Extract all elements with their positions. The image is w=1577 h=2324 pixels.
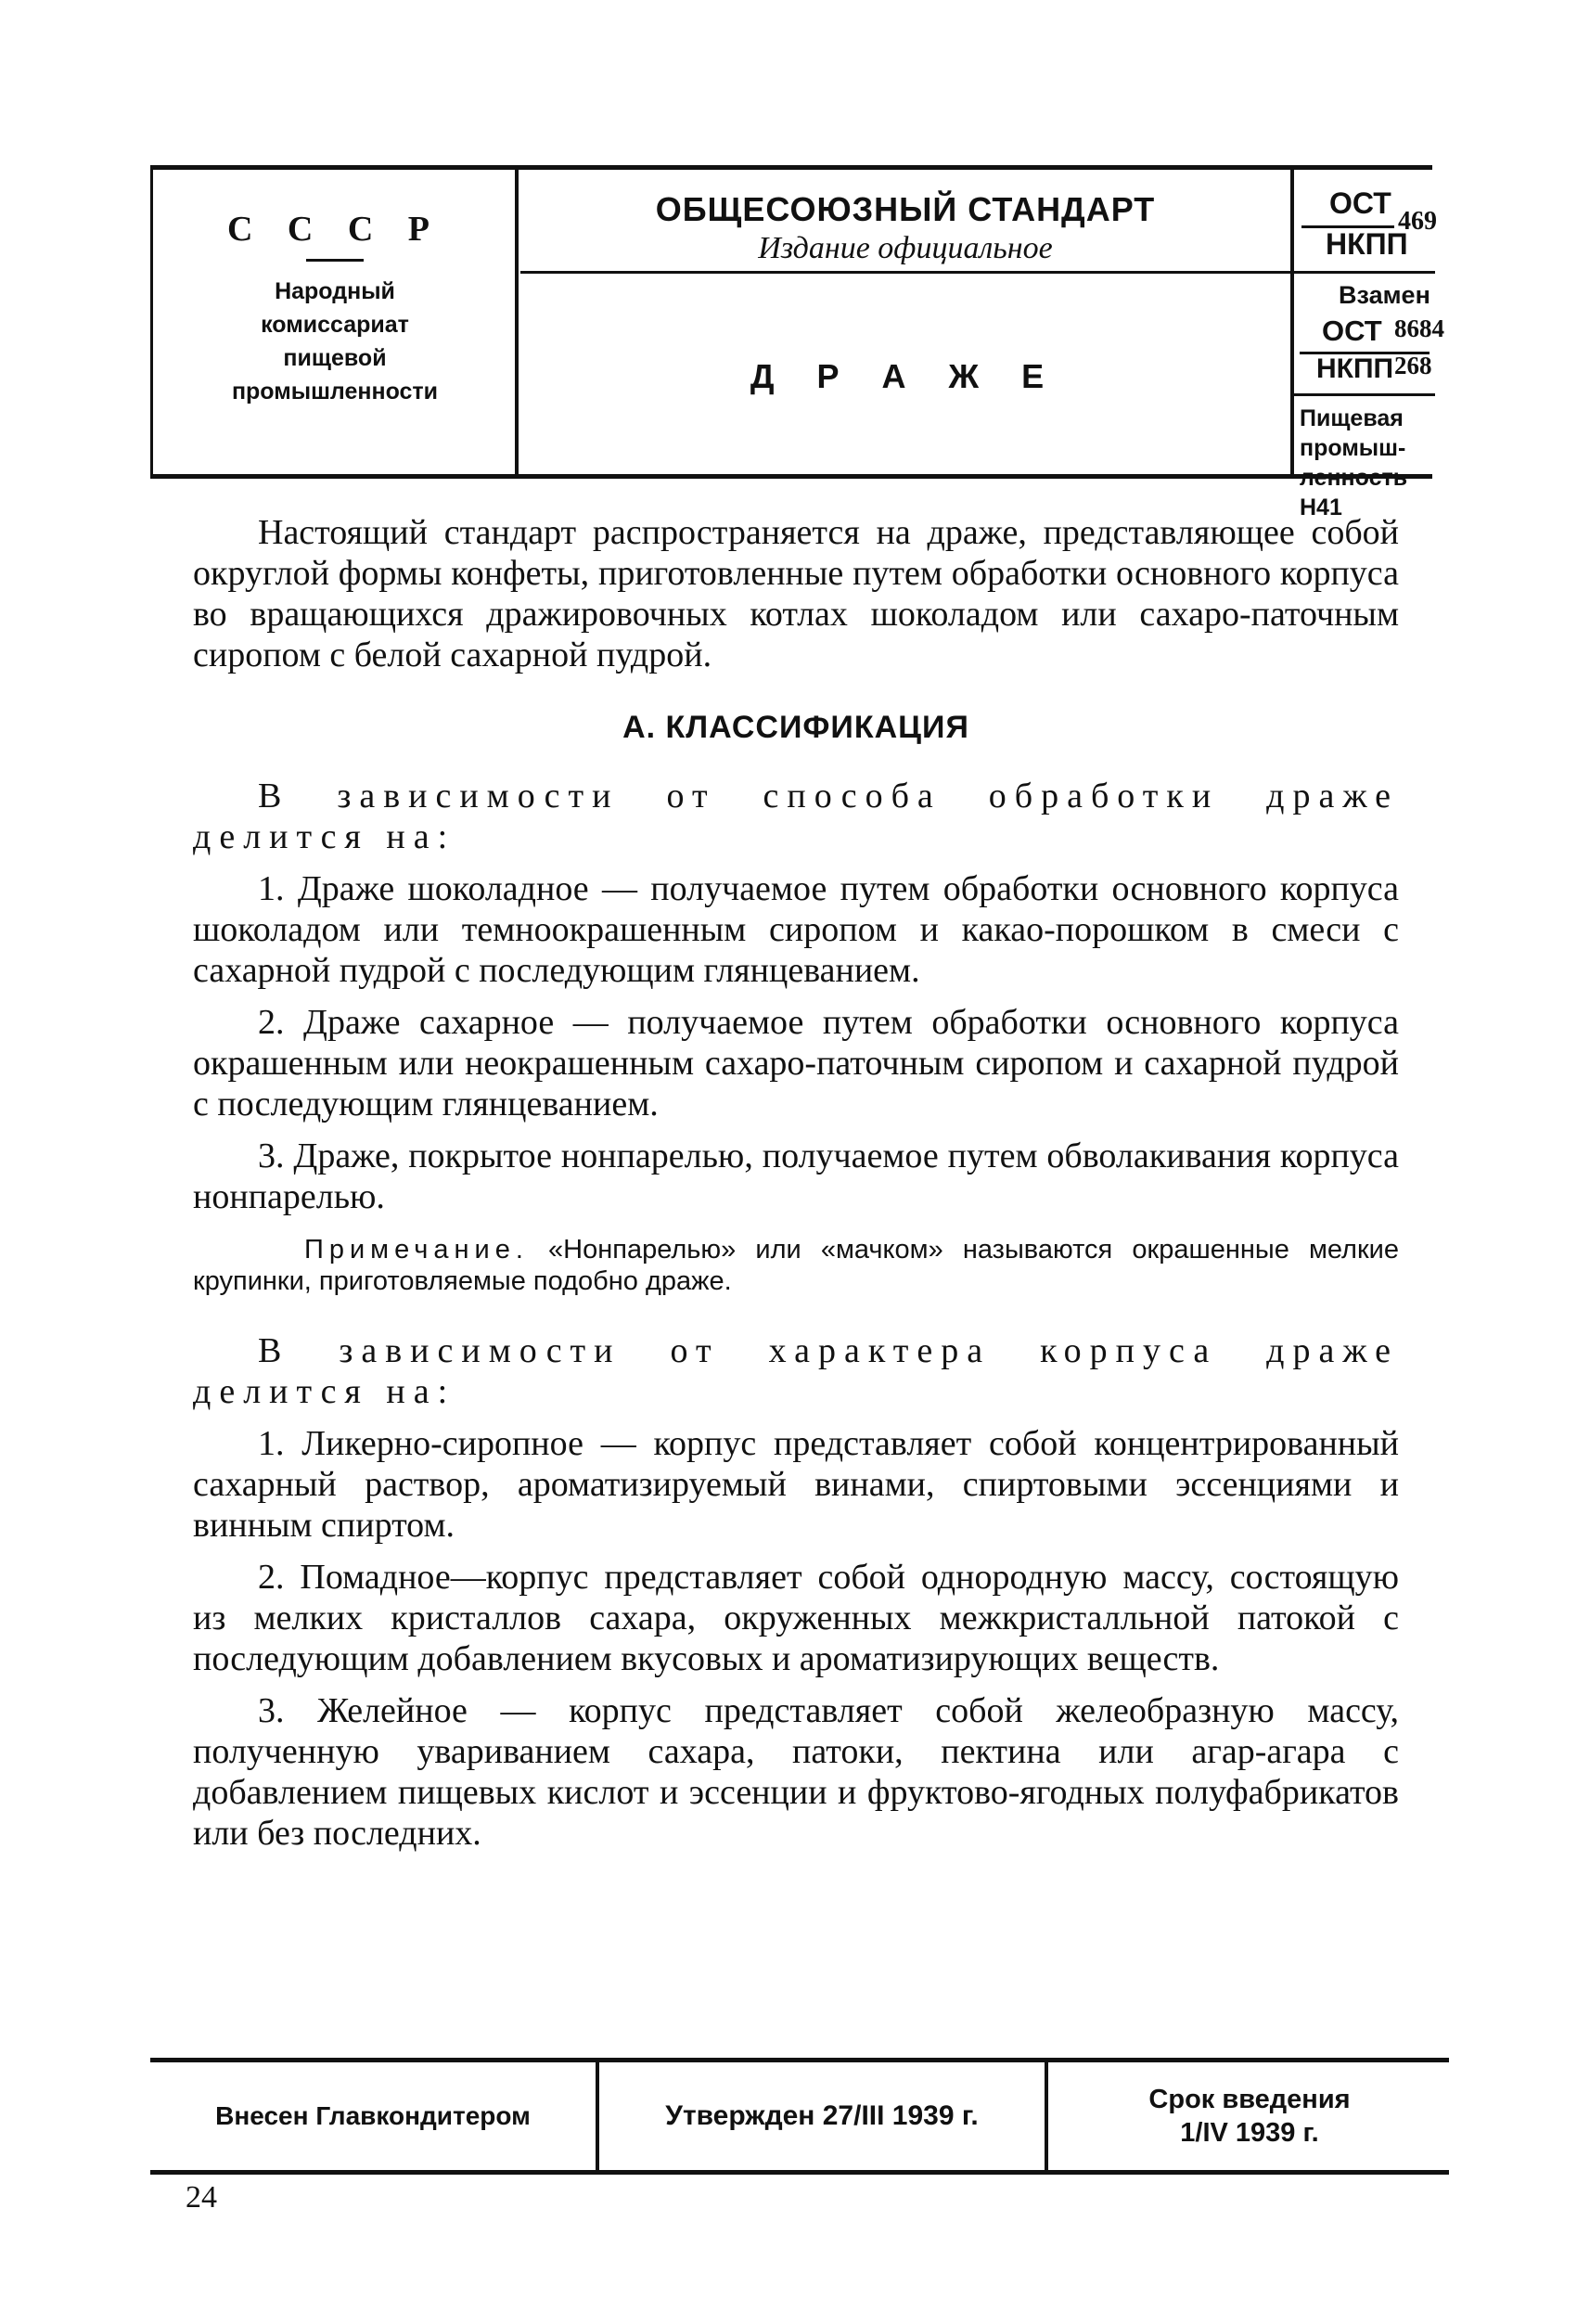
country-underline — [306, 259, 364, 262]
replaces-ost-label: ОСТ — [1322, 315, 1382, 347]
body-item-3: 3. Желейное — корпус представляет собой желеобразную массу, полученную увариванием сахара, патоки, пектина или агар-агара с добавлением пищевых кислот и эссенции и фруктово-ягодных полуфабрикатов или без последних. — [193, 1691, 1399, 1853]
standard-title-cell — [520, 170, 1290, 274]
industry-line-1: Пищевая промыш- — [1300, 405, 1406, 461]
ministry-line-2: комиссариат — [261, 312, 409, 338]
ministry-line-3: пищевой — [283, 345, 387, 371]
ost-label: ОСТ — [1329, 186, 1391, 220]
standard-title-block — [520, 170, 1290, 474]
issuing-authority — [153, 170, 517, 474]
ost-number: 469 — [1398, 207, 1437, 236]
method-item-2: 2. Драже сахарное — получаемое путем обработки основного корпуса окрашенным или неокрашенным сахаро-паточным сиропом и сахарной пудрой с последующим глянцеванием. — [193, 1003, 1399, 1123]
note-text: «Нонпарелью» или «мачком» называются окрашенные мелкие крупинки, приготовляемые подобно драже. — [193, 1235, 1399, 1296]
replaces-cell — [1294, 274, 1444, 396]
replaces-ost-number: 8684 — [1394, 315, 1444, 342]
intro-paragraph: Настоящий стандарт распространяется на драже, представляющее собой округлой формы конфеты, приготовленные путем обработки основного корпуса во вращающихся дражировочных котлах шоколадом или сахаро-паточным сиропом с белой сахарной пудрой. — [193, 513, 1399, 674]
footer-divider-2 — [1045, 2062, 1048, 2170]
introduced-by: Внесен Главкондитером — [215, 2101, 531, 2130]
header-divider-1 — [515, 170, 519, 474]
industry-line-2: ленность Н41 — [1300, 465, 1408, 520]
replaces-nkpp-label: НКПП — [1316, 353, 1394, 384]
effective-date: 1/IV 1939 г. — [1180, 2118, 1319, 2148]
document-body — [193, 512, 1399, 1865]
standard-number-block — [1294, 170, 1444, 520]
section-a-title: А. КЛАССИФИКАЦИЯ — [622, 710, 969, 745]
document-name: Д Р А Ж Е — [750, 357, 1061, 395]
approval-date: Утвержден 27/III 1939 г. — [665, 2100, 979, 2131]
approval-footer — [150, 2058, 1449, 2175]
industry-classification — [1300, 404, 1435, 522]
edition-label: Издание официальное — [758, 231, 1053, 265]
nkpp-label: НКПП — [1326, 227, 1408, 261]
body-item-1: 1. Ликерно-сиропное — корпус представляет собой концентрированный сахарный раствор, ароматизируемый винами, спиртовыми эссенциями и винным спиртом. — [193, 1424, 1399, 1545]
method-item-3: 3. Драже, покрытое нонпарелью, получаемое путем обволакивания корпуса нонпарелью. — [193, 1136, 1399, 1216]
document-name-cell — [520, 290, 1290, 396]
standard-header — [150, 165, 1444, 520]
standard-title: ОБЩЕСОЮЗНЫЙ СТАНДАРТ — [655, 190, 1156, 228]
ministry-line-1: Народный — [275, 278, 395, 304]
body-item-2: 2. Помадное—корпус представляет собой однородную массу, состоящую из мелких кристаллов сахара, окруженных межкристалльной патокой с последующим добавлением вкусовых и ароматизирующих веществ. — [193, 1558, 1399, 1678]
method-classification-lead: В зависимости от способа обработки драже делится на: — [193, 777, 1399, 856]
note-lead: Примечание. — [304, 1235, 529, 1265]
body-classification-lead: В зависимости от характера корпуса драже делится на: — [193, 1331, 1399, 1411]
replaces-label: Взамен — [1339, 281, 1430, 309]
country-name: С С С Р — [226, 210, 443, 249]
effective-date-label: Срок введения — [1148, 2085, 1351, 2114]
page-number: 24 — [186, 2180, 217, 2215]
ministry-line-4: промышленности — [231, 379, 439, 404]
method-item-1: 1. Драже шоколадное — получаемое путем обработки основного корпуса шоколадом или темноокрашенным сиропом и какао-порошком в смеси с сахарной пудрой с последующим глянцеванием. — [193, 869, 1399, 990]
effective-date-cell — [1050, 2062, 1449, 2170]
ost-number-cell — [1294, 170, 1435, 274]
replaces-nkpp-number: 268 — [1394, 352, 1432, 379]
note — [193, 1234, 1399, 1297]
